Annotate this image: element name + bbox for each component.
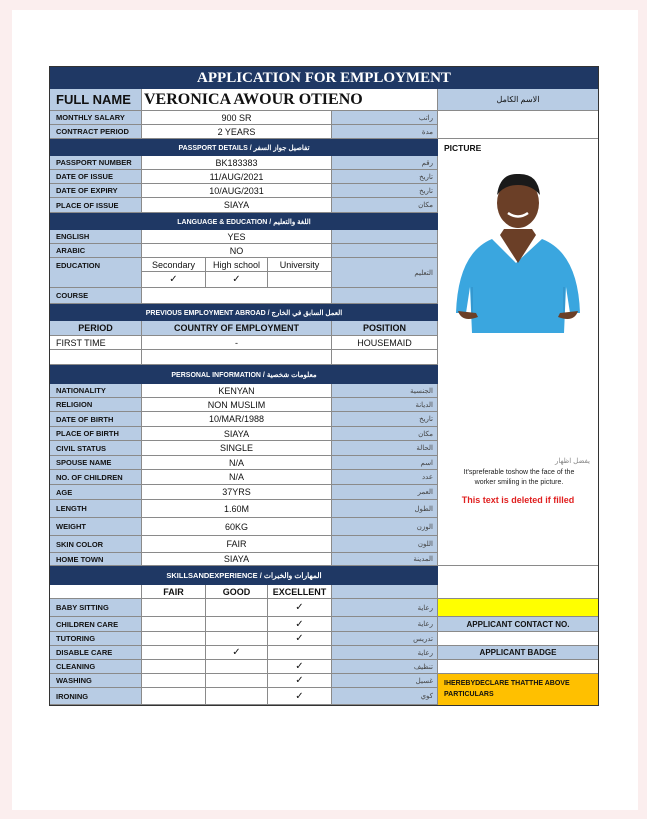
skill-excellent-check: ✓ [268,599,332,617]
field-value: N/A [142,456,332,470]
personal-info-row [50,500,438,518]
field-arabic: الحالة [332,441,438,456]
field-arabic: رقم [332,156,438,170]
full-name-row [50,89,598,111]
field-label: CONTRACT PERIOD [50,125,142,139]
field-arabic: الجنسية [332,384,438,398]
monthly-salary-row [50,111,438,125]
field-value: YES [142,230,332,244]
field-arabic: الديانة [332,398,438,412]
employment-row [50,336,438,350]
previous-employment-header: PREVIOUS EMPLOYMENT ABROAD / العمل السابق في الخارج [50,304,438,321]
skill-excellent-check: ✓ [268,617,332,632]
field-label: SKIN COLOR [50,536,142,553]
education-check [268,272,332,288]
skill-arabic: كوي [332,688,438,705]
field-label: NATIONALITY [50,384,142,398]
field-arabic: اسم [332,456,438,470]
country-column-header: COUNTRY OF EMPLOYMENT [142,321,332,336]
field-label: SPOUSE NAME [50,456,142,470]
field-label: PLACE OF ISSUE [50,198,142,213]
skill-label: TUTORING [50,632,142,646]
skill-fair-check [142,660,206,674]
skill-label: WASHING [50,674,142,688]
full-name-label: FULL NAME [50,89,142,111]
picture-note-arabic: يفضل اظهار [554,458,590,465]
skill-label: IRONING [50,688,142,705]
personal-info-row [50,518,438,536]
blank-cell [332,350,438,365]
field-arabic: التعليم [332,258,438,288]
excellent-column-header: EXCELLENT [268,585,332,599]
skills-columns [50,585,438,599]
skill-fair-check [142,632,206,646]
skill-label: BABY SITTING [50,599,142,617]
personal-information-header: PERSONAL INFORMATION / معلومات شخصية [50,365,438,384]
skill-fair-check [142,674,206,688]
good-column-header: GOOD [206,585,268,599]
field-label: ARABIC [50,244,142,258]
skill-row [50,632,438,646]
field-value: 10/MAR/1988 [142,412,332,427]
field-label: LENGTH [50,500,142,518]
course-row [50,288,438,304]
skill-row [50,599,438,617]
employment-blank-row [50,350,438,365]
personal-info-row [50,398,438,412]
personal-info-row [50,441,438,456]
field-label: HOME TOWN [50,553,142,566]
field-value: 1.60M [142,500,332,518]
field-label: DATE OF BIRTH [50,412,142,427]
employment-application-form [49,66,599,706]
field-arabic: الوزن [332,518,438,536]
field-value: 37YRS [142,485,332,500]
skill-excellent-check: ✓ [268,688,332,705]
skill-row [50,646,438,660]
personal-info-row [50,470,438,485]
skill-good-check [206,688,268,705]
education-level: High school [206,258,268,272]
field-arabic: الطول [332,500,438,518]
personal-info-row [50,456,438,470]
picture-column [438,139,598,566]
field-arabic: تاريخ [332,412,438,427]
employment-position: HOUSEMAID [332,336,438,350]
employment-country: - [142,336,332,350]
skill-good-check [206,632,268,646]
skill-arabic: تدريس [332,632,438,646]
education-row [50,258,438,288]
field-arabic: تاريخ [332,184,438,198]
skill-excellent-check: ✓ [268,674,332,688]
full-name-arabic: الاسم الكامل [438,89,598,111]
skill-fair-check [142,599,206,617]
skill-excellent-check: ✓ [268,632,332,646]
full-name-value: VERONICA AWOUR OTIENO [142,89,438,111]
field-arabic [332,288,438,304]
position-column-header: POSITION [332,321,438,336]
fair-column-header: FAIR [142,585,206,599]
skill-arabic: تنظيف [332,660,438,674]
education-level: Secondary [142,258,206,272]
blank-cell [438,111,598,139]
field-arabic [332,230,438,244]
skill-good-check [206,674,268,688]
field-label: CIVIL STATUS [50,441,142,456]
applicant-badge-field [438,660,598,674]
skill-good-check [206,617,268,632]
field-arabic: مكان [332,427,438,441]
passport-row [50,170,438,184]
personal-info-row [50,536,438,553]
field-arabic: العمر [332,485,438,500]
field-label: RELIGION [50,398,142,412]
employment-period: FIRST TIME [50,336,142,350]
field-arabic: تاريخ [332,170,438,184]
skills-section-header: SKILLSANDEXPERIENCE / المهارات والخبرات [50,566,438,585]
field-label: EDUCATION [50,258,142,288]
skill-good-check [206,660,268,674]
skill-fair-check [142,646,206,660]
period-column-header: PERIOD [50,321,142,336]
field-value: 10/AUG/2031 [142,184,332,198]
field-value: 900 SR [142,111,332,125]
applicant-badge-label: APPLICANT BADGE [438,646,598,660]
applicant-contact-label: APPLICANT CONTACT NO. [438,617,598,632]
blank-cell [50,585,142,599]
picture-instruction-note: It'spreferable toshow the face of the worker smiling in the picture. [463,469,575,486]
field-value: SIAYA [142,553,332,566]
skill-excellent-check: ✓ [268,660,332,674]
education-check: ✓ [206,272,268,288]
field-value: 2 YEARS [142,125,332,139]
applicant-photo [452,163,584,333]
field-value: FAIR [142,536,332,553]
blank-cell [332,585,438,599]
field-value: N/A [142,470,332,485]
skill-label: DISABLE CARE [50,646,142,660]
education-level: University [268,258,332,272]
field-label: COURSE [50,288,142,304]
field-label: WEIGHT [50,518,142,536]
education-check: ✓ [142,272,206,288]
field-label: MONTHLY SALARY [50,111,142,125]
skill-label: CHILDREN CARE [50,617,142,632]
field-label: DATE OF EXPIRY [50,184,142,198]
field-arabic: مدة [332,125,438,139]
picture-label: PICTURE [444,143,482,153]
contract-period-row [50,125,438,139]
skill-good-check: ✓ [206,646,268,660]
personal-info-row [50,412,438,427]
language-section-header: LANGUAGE & EDUCATION / اللغة والتعليم [50,213,438,230]
skill-arabic: رعاية [332,617,438,632]
field-label: NO. OF CHILDREN [50,470,142,485]
skill-arabic: رعاية [332,646,438,660]
field-label: DATE OF ISSUE [50,170,142,184]
field-value: NO [142,244,332,258]
skill-fair-check [142,688,206,705]
field-label: ENGLISH [50,230,142,244]
skill-arabic: رعاية [332,599,438,617]
blank-cell [438,566,598,599]
field-label: PLACE OF BIRTH [50,427,142,441]
skill-row [50,660,438,674]
skill-row [50,688,438,705]
field-value [142,288,332,304]
skill-fair-check [142,617,206,632]
skill-excellent-check [268,646,332,660]
english-row [50,230,438,244]
skill-row [50,617,438,632]
field-arabic: مكان [332,198,438,213]
applicant-contact-field [438,632,598,646]
personal-info-row [50,485,438,500]
form-title: APPLICATION FOR EMPLOYMENT [50,67,598,89]
employment-columns [50,321,438,336]
field-label: PASSPORT NUMBER [50,156,142,170]
passport-row [50,198,438,213]
field-label: AGE [50,485,142,500]
field-value: SIAYA [142,427,332,441]
field-arabic: عدد [332,470,438,485]
field-value: SIAYA [142,198,332,213]
field-arabic: راتب [332,111,438,125]
field-value: 60KG [142,518,332,536]
skill-arabic: غسيل [332,674,438,688]
deleted-if-filled-note: This text is deleted if filled [461,495,575,505]
skill-label: CLEANING [50,660,142,674]
personal-info-row [50,384,438,398]
yellow-highlight-box [438,599,598,617]
passport-row [50,156,438,170]
field-value: 11/AUG/2021 [142,170,332,184]
personal-info-row [50,427,438,441]
skill-good-check [206,599,268,617]
personal-info-row [50,553,438,566]
field-value: BK183383 [142,156,332,170]
field-value: KENYAN [142,384,332,398]
field-value: SINGLE [142,441,332,456]
arabic-row [50,244,438,258]
blank-cell [142,350,332,365]
field-arabic [332,244,438,258]
declaration-box: IHEREBYDECLARE THATTHE ABOVE PARTICULARS [438,674,598,705]
field-arabic: اللون [332,536,438,553]
field-value: NON MUSLIM [142,398,332,412]
field-arabic: المدينة [332,553,438,566]
passport-row [50,184,438,198]
passport-section-header: PASSPORT DETAILS / تفاصيل جواز السفر [50,139,438,156]
skill-row [50,674,438,688]
blank-cell [50,350,142,365]
